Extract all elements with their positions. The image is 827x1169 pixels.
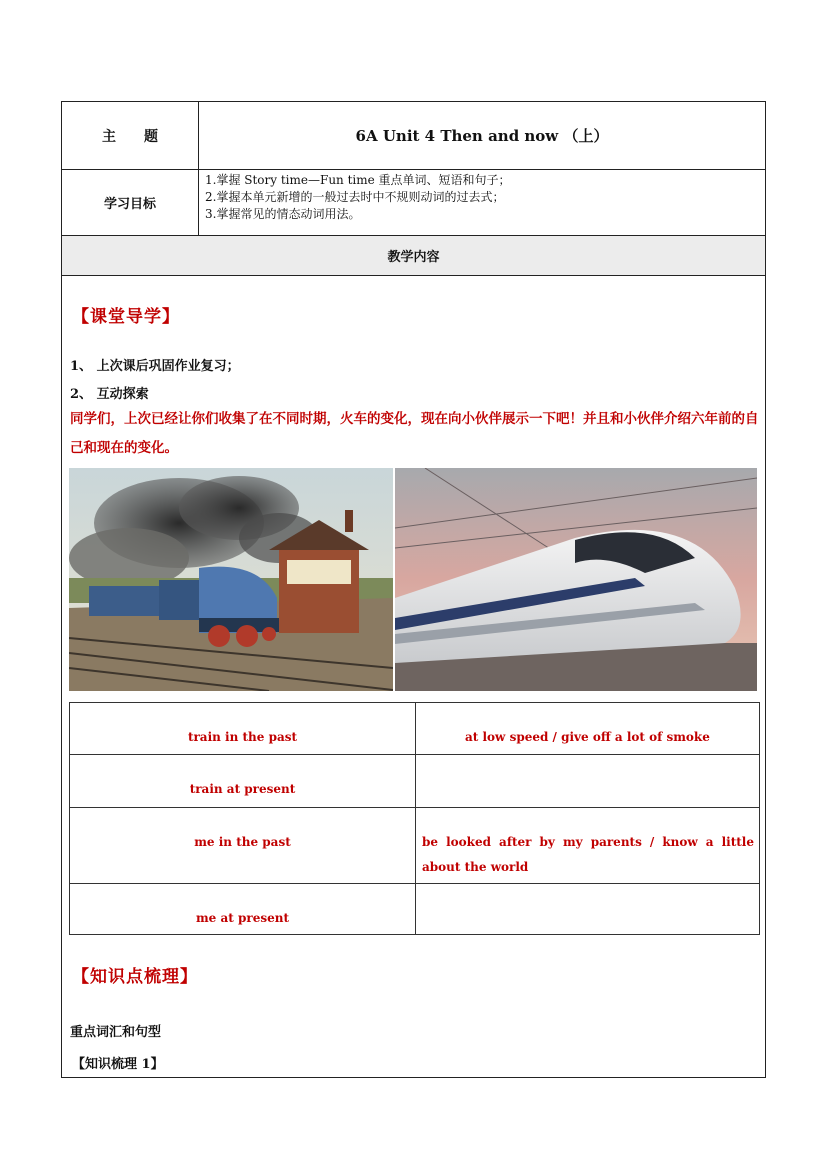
step-review: 1、 上次课后巩固作业复习； <box>70 359 240 374</box>
table-cell-left: train in the past <box>187 730 298 744</box>
table-row-content <box>70 755 759 807</box>
topic-label: 主 题 <box>102 128 158 145</box>
knowledge-point-1: 【知识梳理 1】 <box>72 1057 164 1072</box>
table-divider <box>415 808 416 883</box>
key-vocab-heading: 重点词汇和句型 <box>70 1025 162 1040</box>
bullet-train-photo <box>395 468 757 691</box>
table-row-content <box>70 808 759 883</box>
goal-item: 3.掌握常见的情态动词用法。 <box>205 207 361 221</box>
goal-item: 2.掌握本单元新增的一般过去时中不规则动词的过去式； <box>205 190 505 204</box>
instruction-text: 同学们，上次已经让你们收集了在不同时期，火车的变化，现在向小伙伴展示一下吧！并且和小伙伴介绍六年前的自己和现在的变化。 <box>70 411 759 456</box>
content-band: 教学内容 <box>62 236 765 276</box>
steam-train-photo <box>69 468 393 691</box>
table-cell-left: me at present <box>195 911 289 925</box>
table-divider <box>415 703 416 754</box>
table-row <box>70 703 759 755</box>
table-row-content <box>70 884 759 935</box>
step-explore: 2、 互动探索 <box>70 387 149 402</box>
goals-row <box>62 170 765 236</box>
table-row-content <box>70 703 759 754</box>
goal-item: 1.掌握 Story time—Fun time 重点单词、短语和句子； <box>205 173 511 187</box>
table-divider <box>415 755 416 807</box>
table-row <box>70 808 759 884</box>
comparison-table <box>69 702 760 935</box>
lesson-frame <box>61 101 766 1078</box>
bullet-train-illustration <box>395 468 757 691</box>
table-row <box>70 884 759 935</box>
table-cell-left: me in the past <box>194 835 291 849</box>
goals-label: 学习目标 <box>103 197 156 212</box>
lesson-title: 6A Unit 4 Then and now （上） <box>355 127 609 145</box>
table-cell-left: train at present <box>189 782 296 796</box>
table-cell-right: be looked after by my parents / know a little about the world <box>422 835 754 874</box>
goals-list <box>199 170 765 235</box>
topic-row <box>62 102 765 170</box>
table-cell-right: at low speed / give off a lot of smoke <box>465 730 710 744</box>
section-heading-knowledge: 【知识点梳理】 <box>72 967 198 987</box>
section-heading-guide: 【课堂导学】 <box>72 307 180 327</box>
table-row <box>70 755 759 808</box>
steam-train-illustration <box>69 468 393 691</box>
table-divider <box>415 884 416 935</box>
